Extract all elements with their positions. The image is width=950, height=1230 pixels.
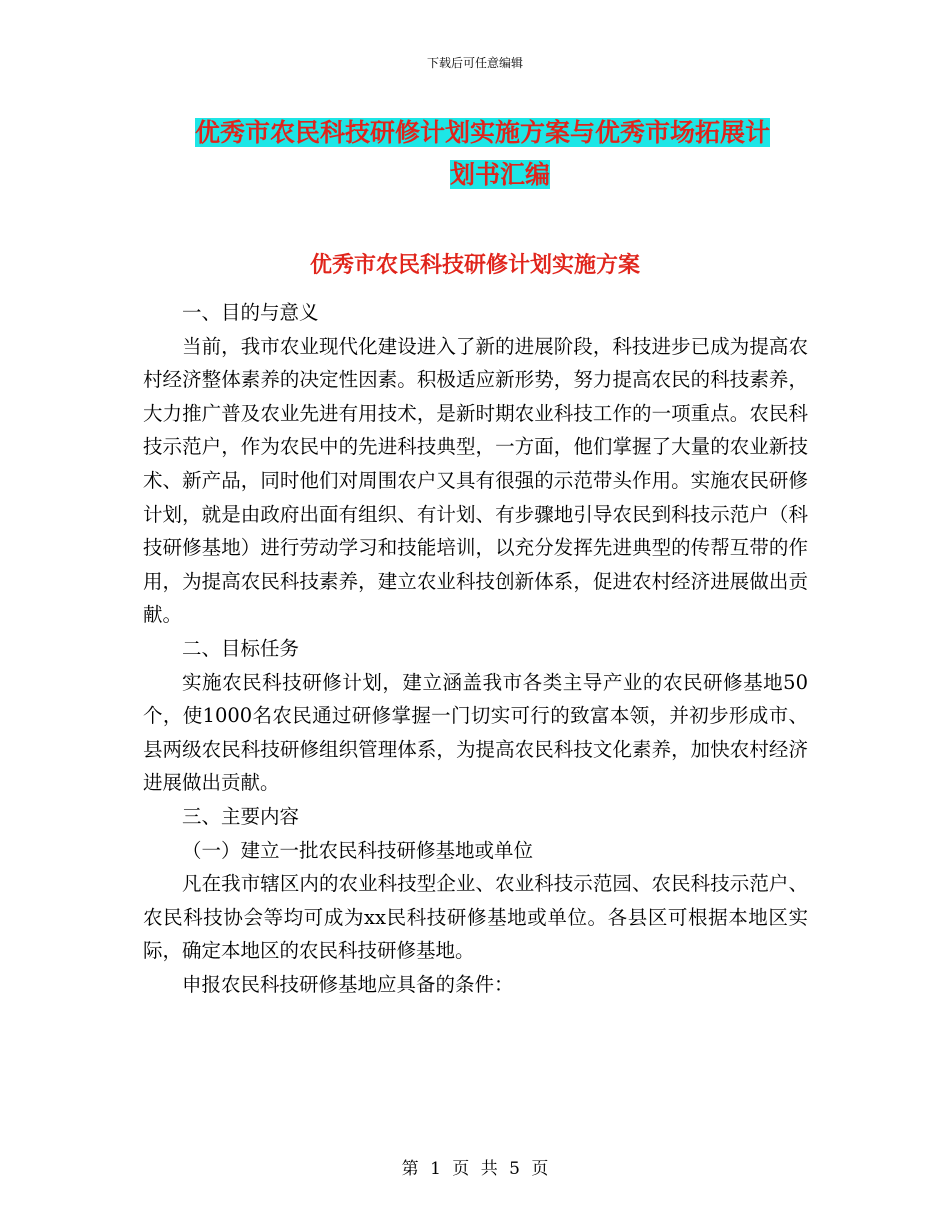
header-note: 下载后可任意编辑 (426, 56, 523, 70)
section-title: 优秀市农民科技研修计划实施方案 (309, 252, 640, 278)
title-line-1: 优秀市农民科技研修计划实施方案与优秀市场拓展计 (195, 118, 771, 147)
heading-purpose: 一、目的与意义 (182, 301, 319, 324)
subheading-bases: （一）建立一批农民科技研修基地或单位 (182, 838, 534, 862)
document-title (195, 112, 805, 196)
paragraph-bases: 凡在我市辖区内的农业科技型企业、农业科技示范园、农民科技示范户、农民科技协会等均可成为xx民科技研修基地或单位。各县区可根据本地区实际，确定本地区的农民科技研修基地。 (143, 872, 808, 963)
heading-goals: 二、目标任务 (182, 636, 300, 660)
title-line-2: 划书汇编 (449, 160, 550, 189)
paragraph-conditions: 申报农民科技研修基地应具备的条件： (182, 972, 514, 996)
document-body (143, 296, 808, 1001)
heading-content: 三、主要内容 (182, 804, 300, 828)
page-number: 第 1 页 共 5 页 (401, 1159, 549, 1179)
paragraph-purpose: 当前，我市农业现代化建设进入了新的进展阶段，科技进步已成为提高农村经济整体素养的决定性因素。积极适应新形势，努力提高农民的科技素养，大力推广普及农业先进有用技术，是新时期农业科技工作的一项重点。农民科技示范户，作为农民中的先进科技典型，一方面，他们掌握了大量的农业新技术、新产品，同时他们对周围农户又具有很强的示范带头作用。实施农民研修计划，就是由政府出面有组织、有计划、有步骤地引导农民到科技示范户（科技研修基地）进行劳动学习和技能培训，以充分发挥先进典型的传帮互带的作用，为提高农民科技素养，建立农业科技创新体系，促进农村经济进展做出贡献。 (143, 334, 808, 627)
paragraph-goals: 实施农民科技研修计划，建立涵盖我市各类主导产业的农民研修基地50个，使1000名农民通过研修掌握一门切实可行的致富本领，并初步形成市、县两级农民科技研修组织管理体系，为提高农民科技文化素养，加快农村经济进展做出贡献。 (143, 670, 808, 795)
